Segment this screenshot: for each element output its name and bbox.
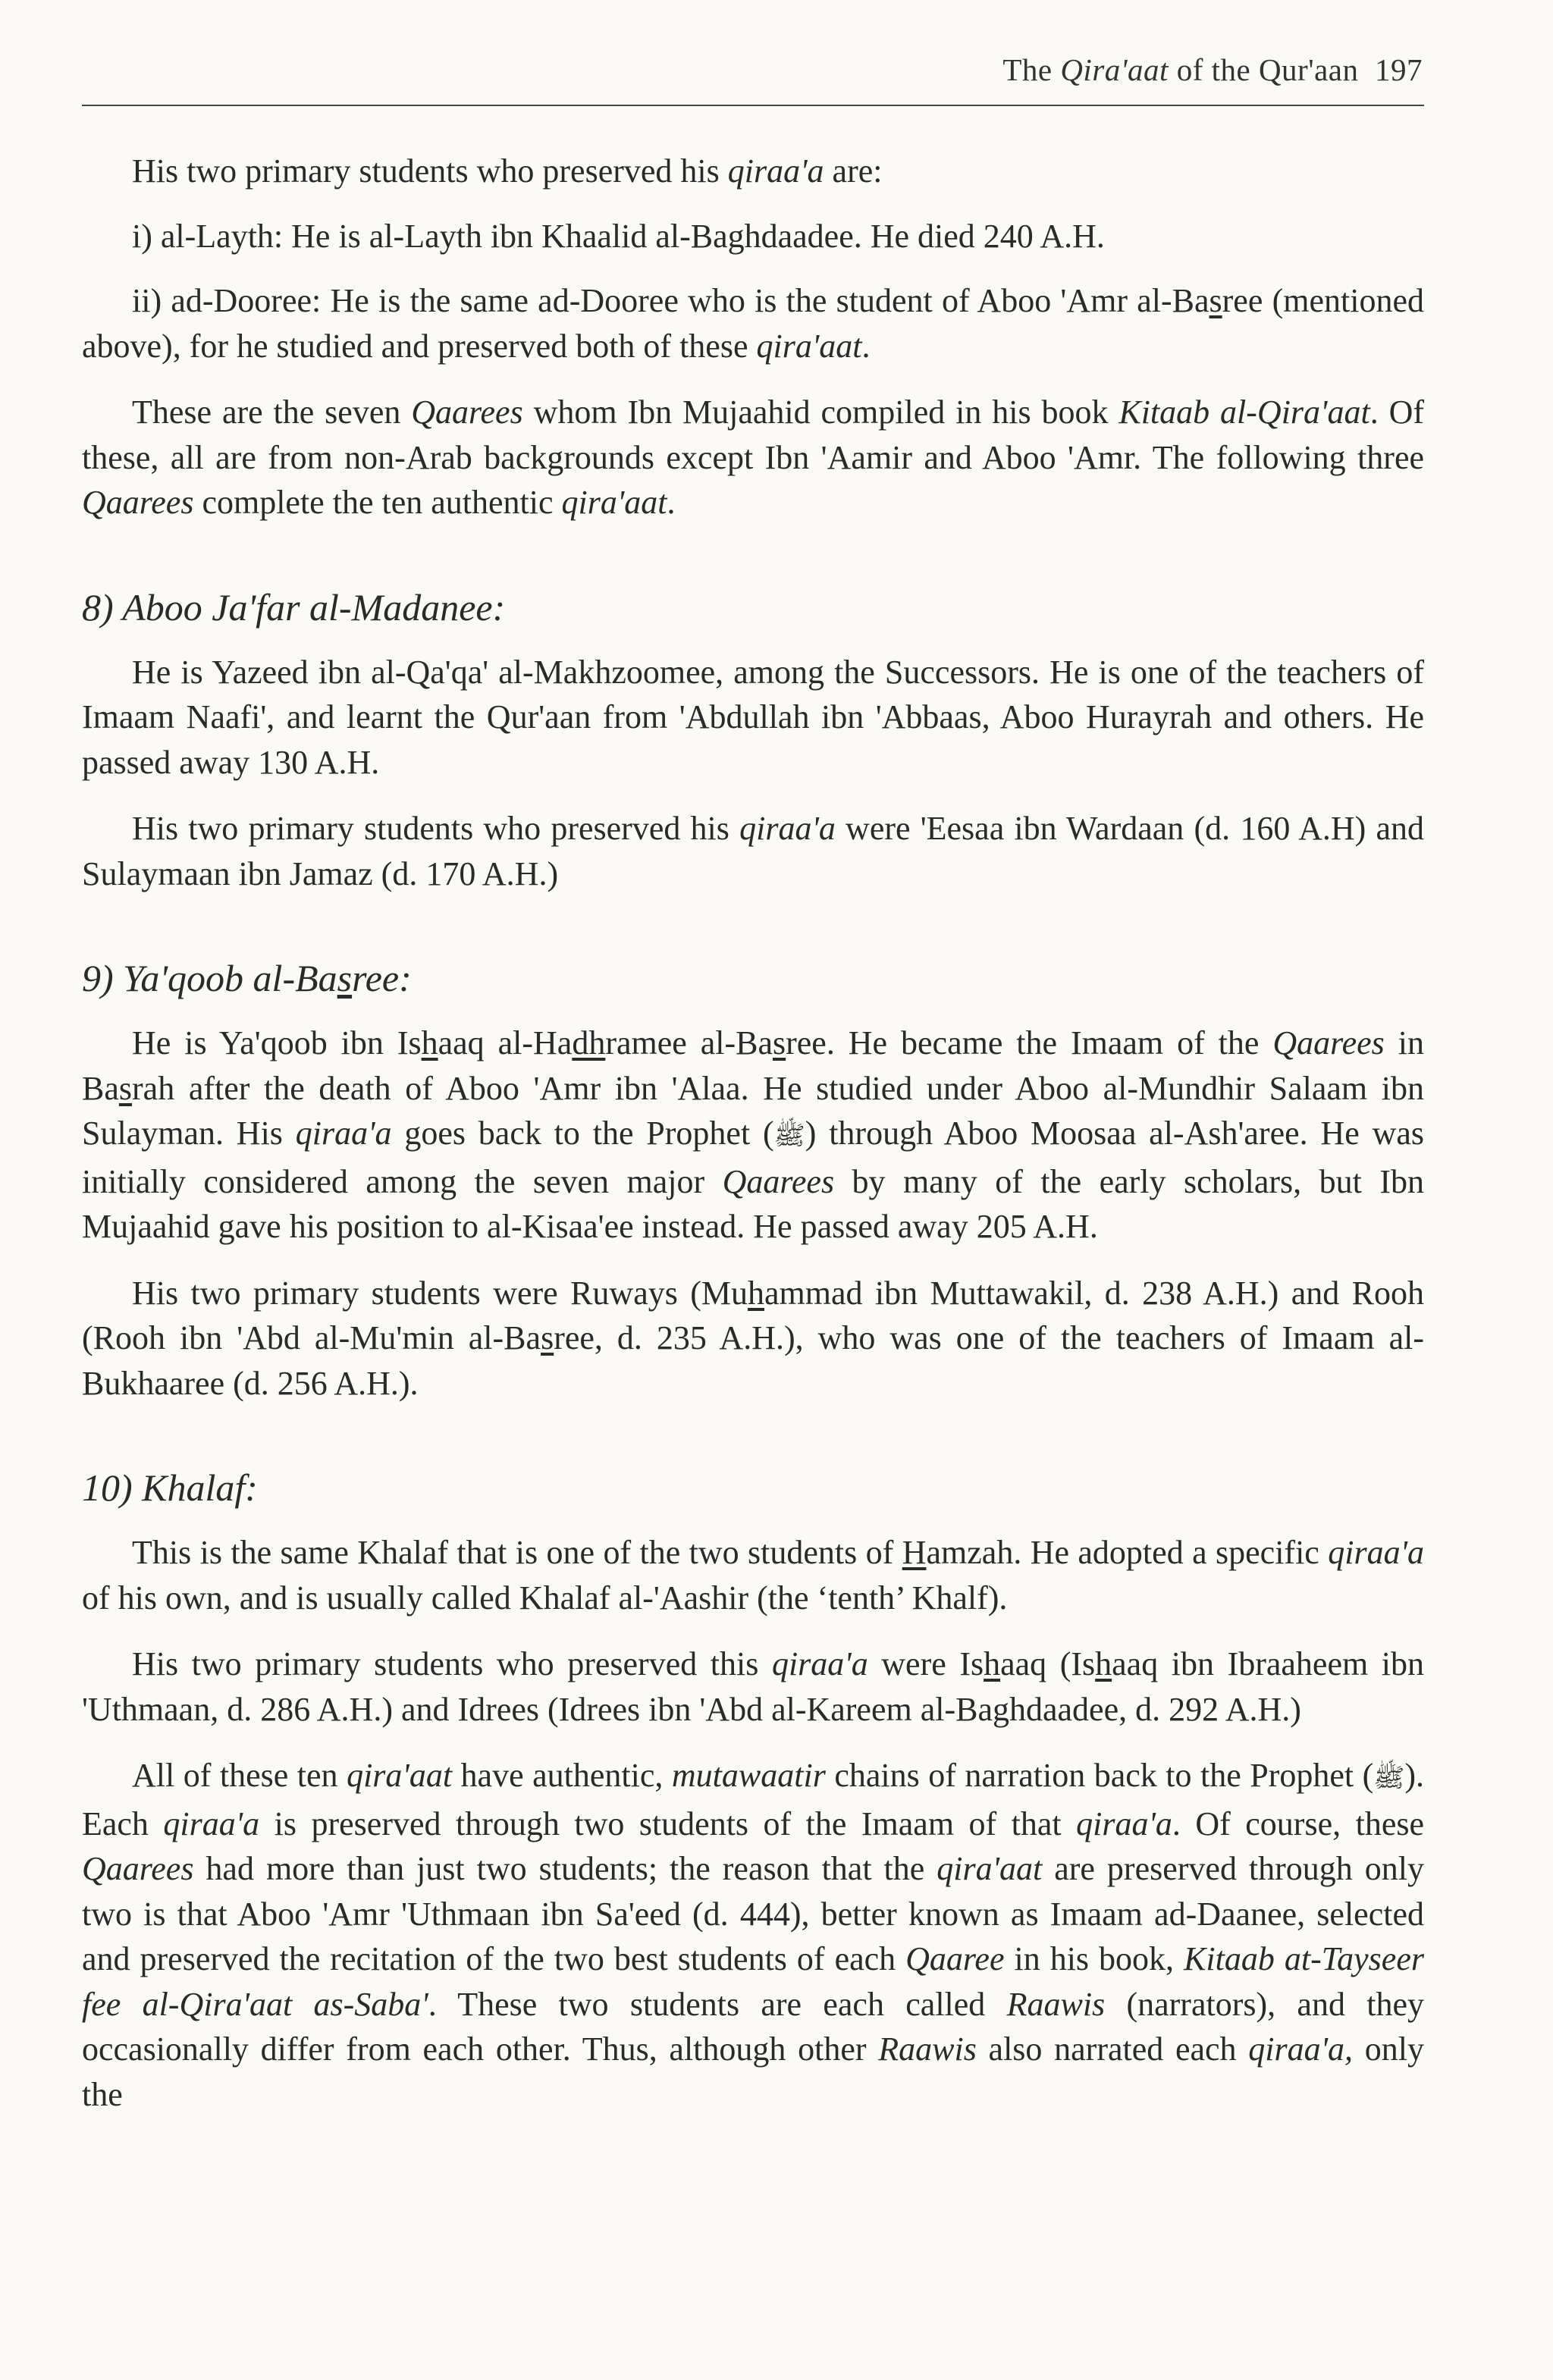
paragraph-ad-dooree: ii) ad-Dooree: He is the same ad-Dooree who is the student of Aboo 'Amr al-Basree (mentioned above), for he studied and preserved both of these qira'aat. <box>82 282 1424 365</box>
heading-yaqoob: 9) Ya'qoob al-Basree: <box>82 957 412 999</box>
header-rule <box>82 105 1424 106</box>
paragraph-yaqoob: He is Ya'qoob ibn Ishaaq al-Hadhramee al-Basree. He became the Imaam of the Qaarees in Basrah after the death of Aboo 'Amr ibn 'Alaa. He studied under Aboo al-Mundhir Salaam ibn Sulayman. His qiraa'a goes back to the Prophet (ﷺ) through Aboo Moosaa al-Ash'aree. He was initially considered among the seven major Qaarees by many of the early scholars, but Ibn Mujaahid gave his position to al-Kisaa'ee instead. He passed away 205 A.H. <box>82 1024 1425 1245</box>
paragraph-khalaf-students: His two primary students who preserved this qiraa'a were Ishaaq (Ishaaq ibn Ibraaheem ibn 'Uthmaan, d. 286 A.H.) and Idrees (Idrees ibn 'Abd al-Kareem al-Baghdaadee, d. 292 A.H.) <box>82 1645 1424 1728</box>
salawat-glyph: ﷺ <box>1373 1763 1405 1793</box>
paragraph-aboo-jafar-students: His two primary students who preserved his qiraa'a were 'Eesaa ibn Wardaan (d. 160 A.H) and Sulaymaan ibn Jamaz (d. 170 A.H.) <box>82 810 1424 892</box>
paragraph-yazeed: He is Yazeed ibn al-Qa'qa' al-Makhzoomee, among the Successors. He is one of the teachers of Imaam Naafi', and learnt the Qur'aan from 'Abdullah ibn 'Abbaas, Aboo Hurayrah and others. He passed away 130 A.H. <box>82 653 1424 781</box>
salawat-glyph: ﷺ <box>773 1121 805 1151</box>
paragraph-al-layth: i) al-Layth: He is al-Layth ibn Khaalid al-Baghdaadee. He died 240 A.H. <box>132 217 1105 255</box>
paragraph-seven-qaarees: These are the seven Qaarees whom Ibn Mujaahid compiled in his book Kitaab al-Qira'aat. Of these, all are from non-Arab backgrounds except Ibn 'Aamir and Aboo 'Amr. The following three Qaarees complete the ten authentic qira'aat. <box>82 394 1424 521</box>
heading-khalaf: 10) Khalaf: <box>82 1466 258 1509</box>
paragraph-yaqoob-students: His two primary students were Ruways (Muhammad ibn Muttawakil, d. 238 A.H.) and Rooh (Rooh ibn 'Abd al-Mu'min al-Basree, d. 235 A.H.), who was one of the teachers of Imaam al-Bukhaaree (d. 256 A.H.). <box>82 1274 1424 1402</box>
heading-aboo-jafar: 8) Aboo Ja'far al-Madanee: <box>82 585 506 629</box>
paragraph-students-intro: His two primary students who preserved his qiraa'a are: <box>132 152 883 190</box>
running-header <box>1002 52 1423 88</box>
page-number: 197 <box>1375 52 1423 87</box>
page-body <box>82 149 1424 2138</box>
paragraph-khalaf: This is the same Khalaf that is one of the two students of Hamzah. He adopted a specific qiraa'a of his own, and is usually called Khalaf al-'Aashir (the ‘tenth’ Khalf). <box>82 1534 1424 1616</box>
paragraph-ten-qiraaat: All of these ten qira'aat have authentic, mutawaatir chains of narration back to the Prophet (ﷺ). Each qiraa'a is preserved through two students of the Imaam of that qiraa'a. Of course, these Qaarees had more than just two students; the reason that the qira'aat are preserved through only two is that Aboo 'Amr 'Uthmaan ibn Sa'eed (d. 444), better known as Imaam ad-Daanee, selected and preserved the recitation of the two best students of each Qaaree in his book, Kitaab at-Tayseer fee al-Qira'aat as-Saba'. These two students are each called Raawis (narrators), and they occasionally differ from each other. Thus, although other Raawis also narrated each qiraa'a, only the <box>82 1757 1425 2113</box>
running-title: The Qira'aat of the Qur'aan <box>1002 52 1359 87</box>
